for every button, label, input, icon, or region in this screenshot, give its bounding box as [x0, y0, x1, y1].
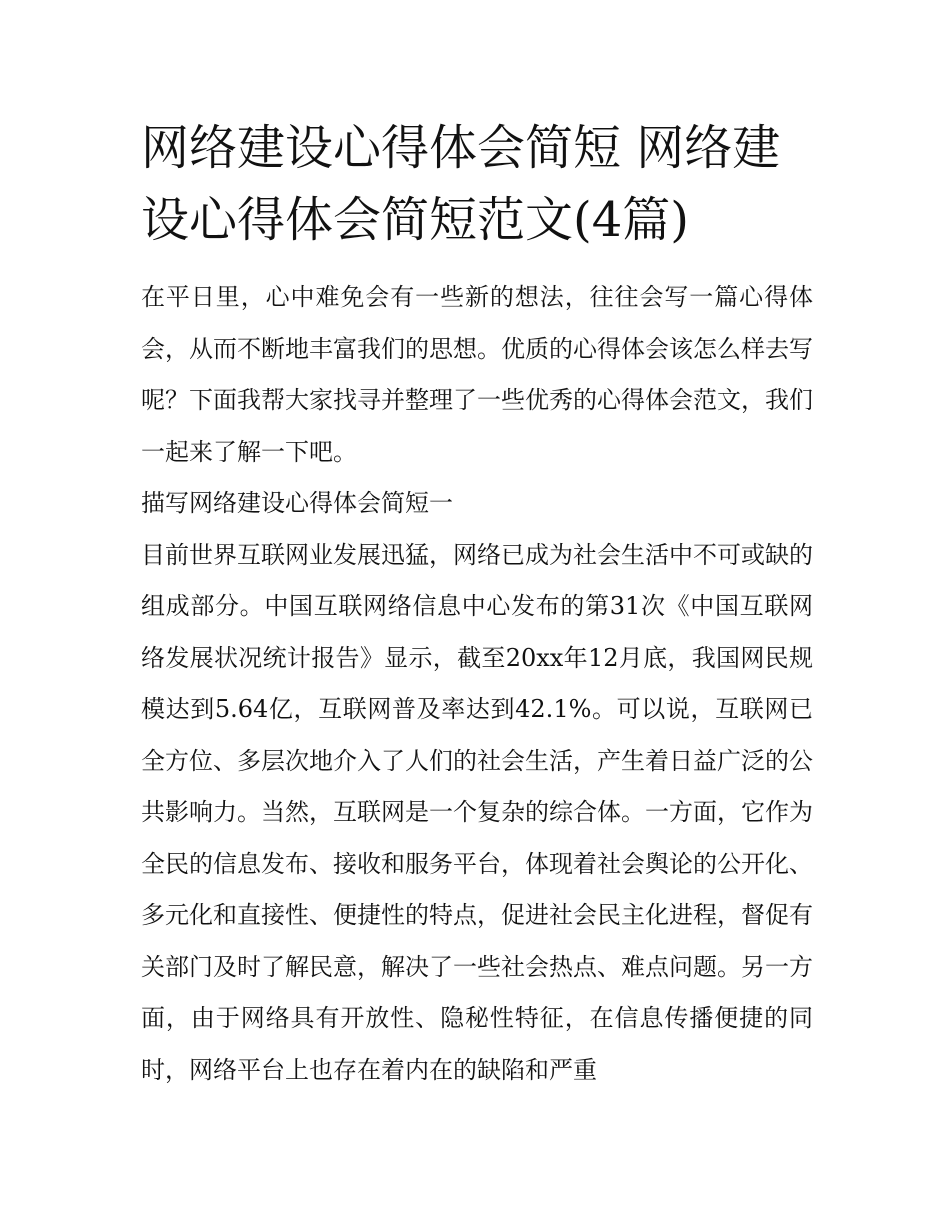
- body-paragraph: 目前世界互联网业发展迅猛，网络已成为社会生活中不可或缺的组成部分。中国互联网络信息中心发布的第31次《中国互联网络发展状况统计报告》显示，截至20xx年12月底，我国网民规模达到5.64亿，互联网普及率达到42.1%。可以说，互联网已全方位、多层次地介入了人们的社会生活，产生着日益广泛的公共影响力。当然，互联网是一个复杂的综合体。一方面，它作为全民的信息发布、接收和服务平台，体现着社会舆论的公开化、多元化和直接性、便捷性的特点，促进社会民主化进程，督促有关部门及时了解民意，解决了一些社会热点、难点问题。另一方面，由于网络具有开放性、隐秘性特征，在信息传播便捷的同时，网络平台上也存在着内在的缺陷和严重: [141, 540, 813, 1084]
- document-content: [141, 112, 813, 1096]
- document-title: 网络建设心得体会简短 网络建设心得体会简短范文(4篇): [141, 120, 781, 248]
- intro-paragraph: 在平日里，心中难免会有一些新的想法，往往会写一篇心得体会，从而不断地丰富我们的思想。优质的心得体会该怎么样去写呢？下面我帮大家找寻并整理了一些优秀的心得体会范文，我们一起来了解一下吧。: [141, 283, 813, 466]
- section-heading: 描写网络建设心得体会简短一: [141, 489, 453, 517]
